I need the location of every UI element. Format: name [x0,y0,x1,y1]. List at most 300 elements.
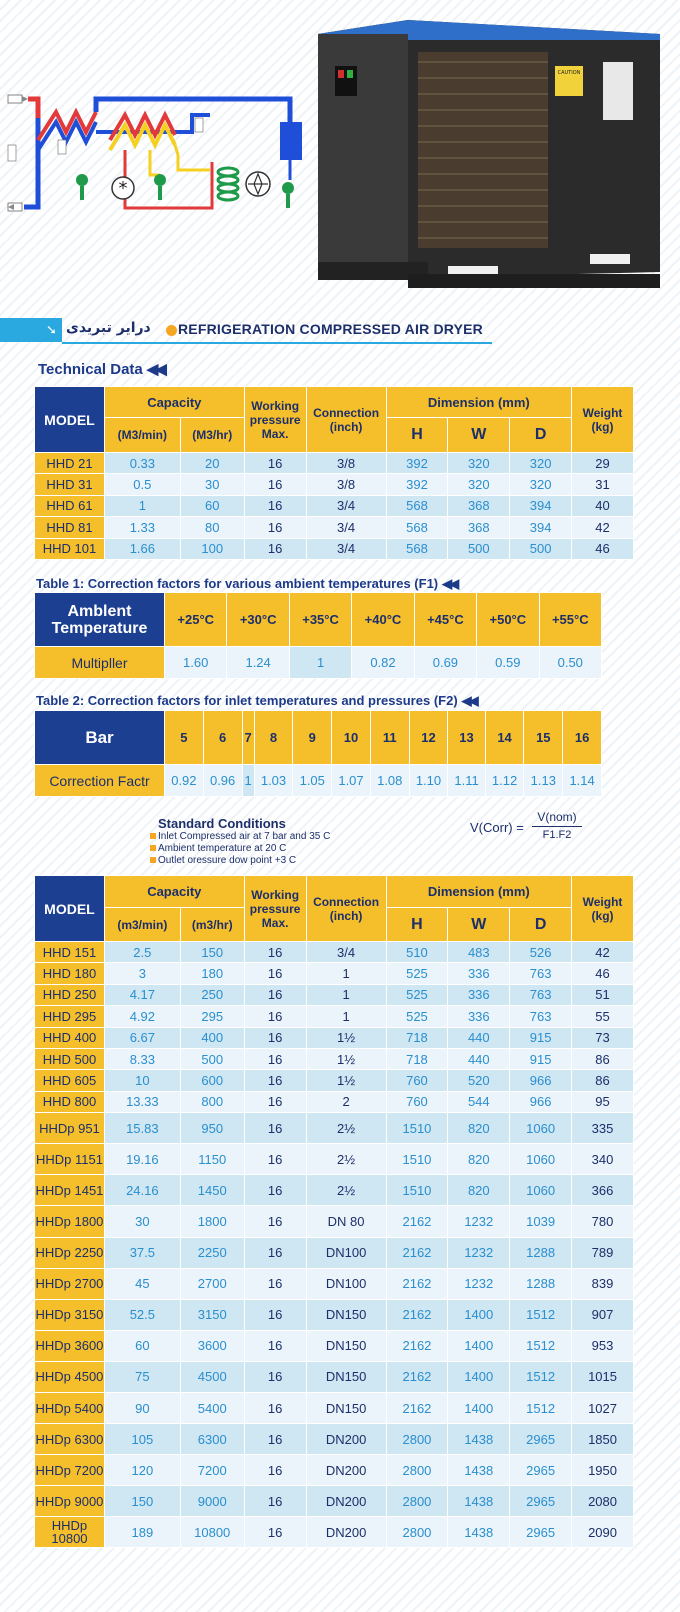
multiplier-label: Multipller [35,647,165,679]
large-models-rows [35,942,634,1548]
conn-cell: 1½ [306,1048,386,1069]
table-row [35,1091,634,1112]
m3min-cell: 4.17 [104,984,180,1005]
table1-column-header: +50°C [477,593,539,647]
model-cell: HHDp 10800 [35,1517,105,1548]
table-row [35,1299,634,1330]
h-cell: 525 [386,1006,448,1027]
m3min-cell: 1 [104,495,180,516]
table-row [35,1206,634,1237]
table2-value-cell: 1.05 [293,765,332,797]
kg-cell: 335 [572,1113,634,1144]
technical-data-title: Technical Data [38,361,143,378]
table2-value-cell: 1.10 [409,765,448,797]
technical-data-heading [38,360,164,378]
m3min-cell: 45 [104,1268,180,1299]
bullet-dot-icon [166,325,177,336]
model-cell: HHD 81 [35,517,105,538]
kg-cell: 2090 [572,1517,634,1548]
d-cell: 320 [510,474,572,495]
wp-cell: 16 [244,1268,306,1299]
conn-cell: 1 [306,963,386,984]
conn-cell: DN200 [306,1517,386,1548]
m3hr-cell: 9000 [180,1486,244,1517]
wp-cell: 16 [244,1144,306,1175]
table2-value-cell: 1.12 [485,765,524,797]
wp-cell: 16 [244,1113,306,1144]
model-cell: HHD 61 [35,495,105,516]
d-cell: 763 [510,984,572,1005]
kg-cell: 40 [572,495,634,516]
h-cell: 2162 [386,1330,448,1361]
m3hr-cell: 3150 [180,1299,244,1330]
kg-cell: 1850 [572,1424,634,1455]
capacity-unit-min: (M3/min) [104,418,180,453]
h-cell: 510 [386,942,448,963]
conn-cell: 1 [306,984,386,1005]
kg-cell: 2080 [572,1486,634,1517]
h-cell: 760 [386,1091,448,1112]
model-cell: HHDp 1800 [35,1206,105,1237]
kg-cell: 366 [572,1175,634,1206]
model-cell: HHDp 4500 [35,1361,105,1392]
model-cell: HHD 31 [35,474,105,495]
kg-cell: 86 [572,1070,634,1091]
w-cell: 1438 [448,1486,510,1517]
model-cell: HHD 250 [35,984,105,1005]
w-cell: 1400 [448,1392,510,1423]
table-row [35,474,634,495]
kg-cell: 42 [572,942,634,963]
conn-cell: 3/4 [306,942,386,963]
w-cell: 368 [448,517,510,538]
h-cell: 568 [386,538,448,559]
conn-cell: DN150 [306,1330,386,1361]
h-cell: 2162 [386,1361,448,1392]
table2-heading [36,693,476,709]
kg-cell: 839 [572,1268,634,1299]
table1-column-header: +30°C [227,593,289,647]
dim-w-header: W [448,908,510,942]
formula-denominator: F1.F2 [542,829,572,841]
h-cell: 2800 [386,1486,448,1517]
m3min-cell: 105 [104,1424,180,1455]
d-cell: 966 [510,1091,572,1112]
table1-heading [36,576,456,592]
kg-cell: 1027 [572,1392,634,1423]
table-row [35,1175,634,1206]
working-pressure-header: Working pressure Max. [244,387,306,453]
table-row [35,963,634,984]
table2-column-header: 8 [254,711,293,765]
table2-value-cell: 0.96 [203,765,242,797]
h-cell: 2800 [386,1424,448,1455]
m3min-cell: 4.92 [104,1006,180,1027]
table2-value-cell: 1.03 [254,765,293,797]
conn-cell: 1½ [306,1070,386,1091]
correction-formula [470,808,600,844]
wp-cell: 16 [244,538,306,559]
table-row [35,1330,634,1361]
table1-column-header: +25°C [165,593,227,647]
h-cell: 2800 [386,1517,448,1548]
m3min-cell: 19.16 [104,1144,180,1175]
capacity-header: Capacity [104,387,244,418]
table1-value-cell: 1.24 [227,647,289,679]
table1-column-header: +55°C [539,593,601,647]
section-title-bar [0,318,680,344]
dim-w-header: W [448,418,510,453]
m3hr-cell: 5400 [180,1392,244,1423]
wp-cell: 16 [244,495,306,516]
connection-header: Connection (inch) [306,387,386,453]
model-cell: HHD 295 [35,1006,105,1027]
conn-cell: 1 [306,1006,386,1027]
table-row [35,984,634,1005]
h-cell: 2162 [386,1268,448,1299]
wp-cell: 16 [244,1299,306,1330]
d-cell: 1512 [510,1330,572,1361]
d-cell: 1288 [510,1268,572,1299]
conn-cell: 2½ [306,1175,386,1206]
wp-cell: 16 [244,1091,306,1112]
w-cell: 500 [448,538,510,559]
m3min-cell: 1.33 [104,517,180,538]
m3hr-cell: 800 [180,1091,244,1112]
ambient-temperature-table [34,592,602,679]
model-cell: HHD 605 [35,1070,105,1091]
h-cell: 1510 [386,1113,448,1144]
caution-label: CAUTION [557,70,581,76]
conn-cell: 2 [306,1091,386,1112]
table2-value-cell: 0.92 [165,765,204,797]
table2-value-cell: 1.14 [563,765,602,797]
d-cell: 394 [510,517,572,538]
w-cell: 1400 [448,1361,510,1392]
h-cell: 525 [386,963,448,984]
table-row [35,1144,634,1175]
m3hr-cell: 1800 [180,1206,244,1237]
d-cell: 966 [510,1070,572,1091]
model-cell: HHDp 6300 [35,1424,105,1455]
m3hr-cell: 30 [180,474,244,495]
table-row [35,1268,634,1299]
wp-cell: 16 [244,1175,306,1206]
model-cell: HHDp 3150 [35,1299,105,1330]
h-cell: 718 [386,1048,448,1069]
model-cell: HHDp 2700 [35,1268,105,1299]
inlet-pressure-table [34,710,602,797]
m3min-cell: 15.83 [104,1113,180,1144]
model-cell: HHDp 951 [35,1113,105,1144]
conn-cell: 3/4 [306,495,386,516]
svg-text:*: * [118,178,128,199]
m3hr-cell: 6300 [180,1424,244,1455]
d-cell: 915 [510,1027,572,1048]
title-english: REFRIGERATION COMPRESSED AIR DRYER [178,321,483,337]
wp-cell: 16 [244,453,306,474]
h-cell: 718 [386,1027,448,1048]
refrigeration-schematic [8,95,302,211]
model-cell: HHD 800 [35,1091,105,1112]
m3hr-cell: 2700 [180,1268,244,1299]
table1-title: Table 1: Correction factors for various ambient temperatures (F1) [36,576,439,591]
double-chevron-icon: ◀◀ [146,361,164,378]
h-cell: 568 [386,495,448,516]
d-cell: 1512 [510,1299,572,1330]
w-cell: 440 [448,1048,510,1069]
w-cell: 368 [448,495,510,516]
h-cell: 392 [386,474,448,495]
m3hr-cell: 10800 [180,1517,244,1548]
model-cell: HHDp 3600 [35,1330,105,1361]
m3hr-cell: 4500 [180,1361,244,1392]
model-header: MODEL [35,876,105,942]
table2-column-header: 7 [242,711,254,765]
w-cell: 820 [448,1175,510,1206]
conn-cell: DN200 [306,1424,386,1455]
m3min-cell: 3 [104,963,180,984]
table2-value-cell: 1.11 [448,765,485,797]
standard-condition-item: Inlet Compressed air at 7 bar and 35 C [150,831,450,843]
table2-column-header: 9 [293,711,332,765]
wp-cell: 16 [244,517,306,538]
table1-value-cell: 1 [289,647,351,679]
m3hr-cell: 600 [180,1070,244,1091]
d-cell: 1512 [510,1392,572,1423]
model-header: MODEL [35,387,105,453]
m3hr-cell: 3600 [180,1330,244,1361]
conn-cell: DN200 [306,1455,386,1486]
kg-cell: 29 [572,453,634,474]
kg-cell: 95 [572,1091,634,1112]
m3min-cell: 120 [104,1455,180,1486]
conn-cell: 3/4 [306,538,386,559]
table-row [35,942,634,963]
m3min-cell: 24.16 [104,1175,180,1206]
connection-header: Connection (inch) [306,876,386,942]
weight-header: Weight (kg) [572,387,634,453]
m3min-cell: 75 [104,1361,180,1392]
table-row [35,495,634,516]
wp-cell: 16 [244,1330,306,1361]
double-chevron-icon: ◀◀ [442,576,457,591]
w-cell: 1400 [448,1299,510,1330]
table2-column-header: 14 [485,711,524,765]
model-cell: HHDp 7200 [35,1455,105,1486]
d-cell: 394 [510,495,572,516]
m3min-cell: 90 [104,1392,180,1423]
wp-cell: 16 [244,474,306,495]
kg-cell: 780 [572,1206,634,1237]
formula-fraction-bar [532,826,582,827]
m3min-cell: 60 [104,1330,180,1361]
dim-h-header: H [386,418,448,453]
correction-factor-label: Correction Factr [35,765,165,797]
kg-cell: 46 [572,963,634,984]
d-cell: 2965 [510,1455,572,1486]
table2-title: Table 2: Correction factors for inlet temperatures and pressures (F2) [36,693,458,708]
model-cell: HHDp 2250 [35,1237,105,1268]
table1-column-header: +35°C [289,593,351,647]
m3hr-cell: 80 [180,517,244,538]
table2-column-header: 16 [563,711,602,765]
model-cell: HHDp 5400 [35,1392,105,1423]
d-cell: 1060 [510,1113,572,1144]
wp-cell: 16 [244,1027,306,1048]
table-row [35,1048,634,1069]
formula-numerator: V(nom) [537,810,577,824]
kg-cell: 73 [572,1027,634,1048]
kg-cell: 1950 [572,1455,634,1486]
table-row [35,1006,634,1027]
model-cell: HHD 400 [35,1027,105,1048]
m3min-cell: 1.66 [104,538,180,559]
wp-cell: 16 [244,1455,306,1486]
table2-column-header: 15 [524,711,563,765]
m3min-cell: 6.67 [104,1027,180,1048]
h-cell: 2162 [386,1392,448,1423]
h-cell: 2162 [386,1206,448,1237]
standard-condition-item: Outlet oressure dow point +3 C [150,855,450,867]
d-cell: 526 [510,942,572,963]
w-cell: 336 [448,984,510,1005]
w-cell: 1438 [448,1424,510,1455]
m3min-cell: 0.5 [104,474,180,495]
m3hr-cell: 1150 [180,1144,244,1175]
m3hr-cell: 100 [180,538,244,559]
m3hr-cell: 500 [180,1048,244,1069]
h-cell: 2162 [386,1237,448,1268]
d-cell: 1039 [510,1206,572,1237]
kg-cell: 340 [572,1144,634,1175]
d-cell: 1288 [510,1237,572,1268]
table2-value-cell: 1.13 [524,765,563,797]
table1-value-cell: 0.59 [477,647,539,679]
w-cell: 1232 [448,1237,510,1268]
kg-cell: 55 [572,1006,634,1027]
w-cell: 544 [448,1091,510,1112]
model-cell: HHD 180 [35,963,105,984]
kg-cell: 46 [572,538,634,559]
table-row [35,1517,634,1548]
wp-cell: 16 [244,1237,306,1268]
d-cell: 500 [510,538,572,559]
standard-condition-item: Ambient temperature at 20 C [150,843,450,855]
wp-cell: 16 [244,1048,306,1069]
h-cell: 1510 [386,1175,448,1206]
wp-cell: 16 [244,963,306,984]
m3hr-cell: 2250 [180,1237,244,1268]
m3min-cell: 13.33 [104,1091,180,1112]
double-chevron-icon: ◀◀ [461,693,476,708]
w-cell: 520 [448,1070,510,1091]
conn-cell: DN200 [306,1486,386,1517]
table-row [35,1070,634,1091]
d-cell: 763 [510,963,572,984]
m3hr-cell: 7200 [180,1455,244,1486]
arrow-icon: ➘ [46,322,57,337]
h-cell: 525 [386,984,448,1005]
kg-cell: 1015 [572,1361,634,1392]
w-cell: 1438 [448,1455,510,1486]
capacity-unit-hr: (M3/hr) [180,418,244,453]
kg-cell: 31 [572,474,634,495]
conn-cell: DN150 [306,1299,386,1330]
m3hr-cell: 295 [180,1006,244,1027]
title-persian: درایر تبریدی [66,320,151,336]
d-cell: 1512 [510,1361,572,1392]
kg-cell: 907 [572,1299,634,1330]
conn-cell: 3/4 [306,517,386,538]
model-cell: HHD 151 [35,942,105,963]
w-cell: 483 [448,942,510,963]
wp-cell: 16 [244,1486,306,1517]
w-cell: 1232 [448,1206,510,1237]
working-pressure-header: Working pressure Max. [244,876,306,942]
kg-cell: 42 [572,517,634,538]
table2-column-header: 11 [370,711,409,765]
model-cell: HHD 21 [35,453,105,474]
w-cell: 820 [448,1144,510,1175]
m3min-cell: 52.5 [104,1299,180,1330]
d-cell: 2965 [510,1424,572,1455]
table-row [35,1027,634,1048]
table1-column-header: +40°C [352,593,414,647]
m3hr-cell: 400 [180,1027,244,1048]
w-cell: 320 [448,474,510,495]
w-cell: 336 [448,1006,510,1027]
w-cell: 440 [448,1027,510,1048]
d-cell: 763 [510,1006,572,1027]
m3hr-cell: 950 [180,1113,244,1144]
title-underline [62,342,492,344]
table-row [35,1392,634,1423]
weight-header: Weight (kg) [572,876,634,942]
table-row [35,1455,634,1486]
conn-cell: 3/8 [306,453,386,474]
conn-cell: DN 80 [306,1206,386,1237]
hero-illustration [0,0,680,310]
kg-cell: 86 [572,1048,634,1069]
wp-cell: 16 [244,1206,306,1237]
kg-cell: 953 [572,1330,634,1361]
table1-column-header: +45°C [414,593,476,647]
conn-cell: DN150 [306,1392,386,1423]
w-cell: 820 [448,1113,510,1144]
m3min-cell: 37.5 [104,1237,180,1268]
standard-conditions-title: Standard Conditions [158,816,286,831]
table2-value-cell: 1.08 [370,765,409,797]
dimension-header: Dimension (mm) [386,387,571,418]
table-row [35,1113,634,1144]
table1-value-cell: 1.60 [165,647,227,679]
wp-cell: 16 [244,984,306,1005]
model-cell: HHDp 9000 [35,1486,105,1517]
dim-h-header: H [386,908,448,942]
m3hr-cell: 180 [180,963,244,984]
dimension-header: Dimension (mm) [386,876,572,908]
h-cell: 2162 [386,1299,448,1330]
table2-column-header: 10 [332,711,371,765]
h-cell: 568 [386,517,448,538]
table-row [35,517,634,538]
conn-cell: 2½ [306,1144,386,1175]
conn-cell: 2½ [306,1113,386,1144]
w-cell: 1438 [448,1517,510,1548]
air-dryer-unit-image [318,20,660,288]
formula-lhs: V(Corr) = [470,820,524,835]
